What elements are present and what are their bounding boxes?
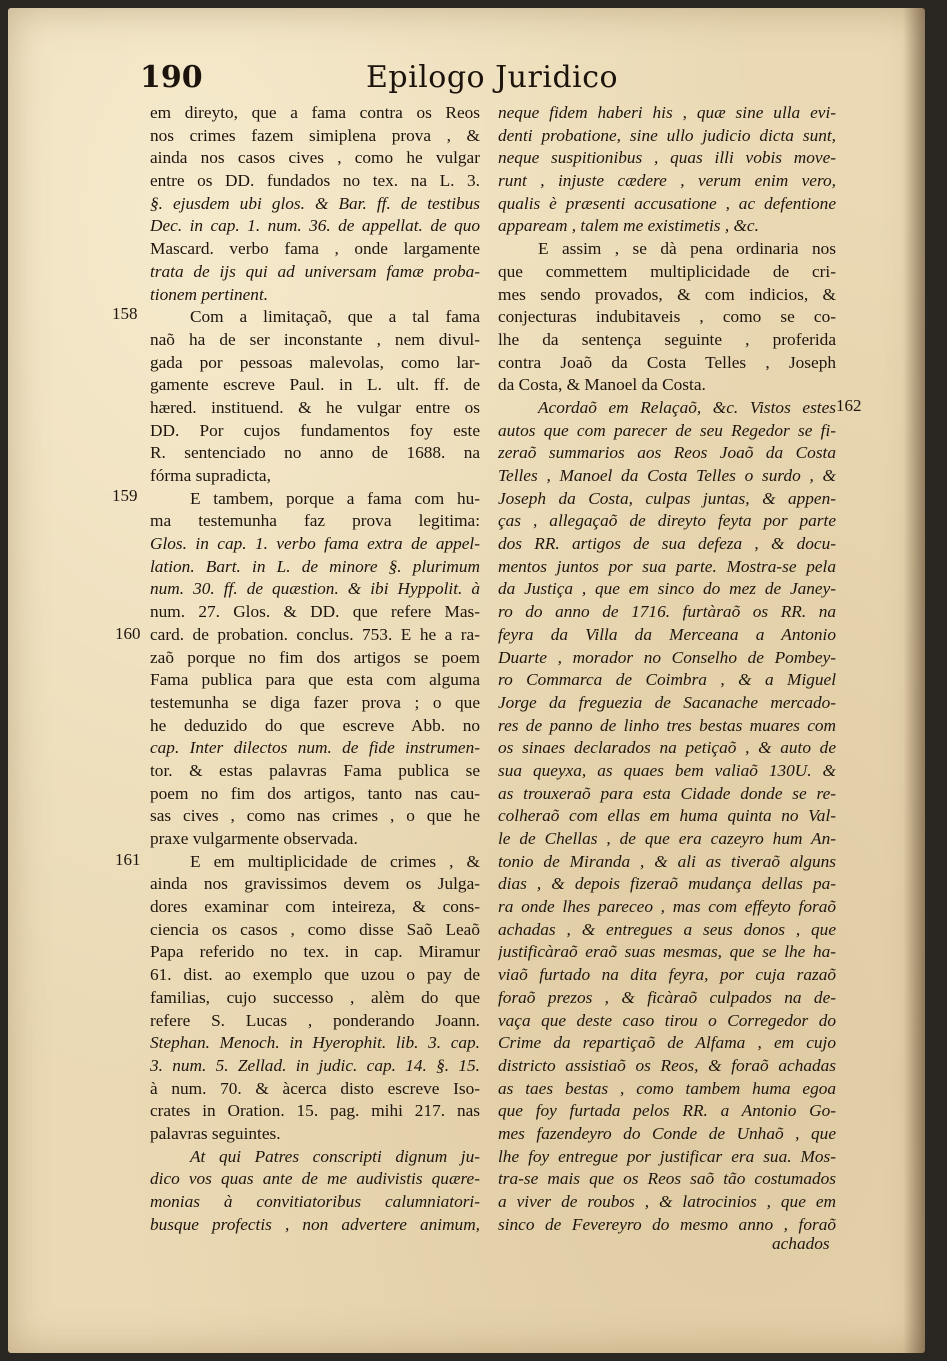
margin-number-162: 162	[836, 396, 862, 415]
right-column-line: a viver de roubos , & latrocinios , que em	[498, 1192, 836, 1211]
left-column-line: num. 27. Glos. & DD. que refere Mas-	[150, 602, 480, 622]
left-column-line: lation. Bart. in L. de minore §. plurimum	[150, 556, 480, 576]
right-column-line: Duarte , morador no Conselho de Pombey-	[498, 647, 836, 667]
left-column-line: E tambem, porque a fama com hu-	[190, 488, 480, 508]
left-column-line: §. ejusdem ubi glos. & Bar. ff. de testibus	[150, 193, 480, 213]
right-column-line: zeraõ summarios aos Reos Joaõ da Costa	[498, 443, 836, 463]
right-column-line: sinco de Fevereyro do mesmo anno , foraõ	[498, 1214, 836, 1234]
left-column-line: fórma supradicta,	[150, 466, 271, 485]
left-column-line: Mascard. verbo fama , onde largamente	[150, 239, 480, 259]
right-column-line: neque suspitionibus , quas illi vobis move-	[498, 148, 836, 168]
left-column-line: 3. num. 5. Zellad. in judic. cap. 14. §. 15.	[150, 1055, 480, 1075]
left-column-line: trata de ijs qui ad universam famæ proba-	[150, 261, 480, 281]
left-column-line: busque profectis , non advertere animum,	[150, 1214, 480, 1234]
right-column-line: le de Chellas , de que era cazeyro hum An-	[498, 829, 836, 848]
left-column-line: nos crimes fazem simiplena prova , &	[150, 125, 480, 145]
left-column-line: E em multiplicidade de crimes , &	[190, 851, 480, 871]
right-column-line: mentos juntos por sua parte. Mostra-se pela	[498, 556, 836, 576]
left-column-line: cap. Inter dilectos num. de fide instrumen-	[150, 738, 480, 758]
left-column-line: poem no fim dos artigos, tanto nas cau-	[150, 783, 480, 803]
right-column-line: qualis è præsenti accusatione , ac defentione	[498, 193, 836, 213]
right-column-line: ro Commarca de Coimbra , & a Miguel	[498, 670, 836, 690]
left-column-line: crates in Oration. 15. pag. mihi 217. nas	[150, 1101, 480, 1121]
right-column-line: mes fazendeyro do Conde de Unhaõ , que	[498, 1123, 836, 1143]
left-column-line: dores examinar com inteireza, & cons-	[150, 897, 480, 917]
right-column-line: colheraõ com ellas em huma quinta no Val-	[498, 806, 836, 826]
left-column-line: entre os DD. fundados no tex. na L. 3.	[150, 171, 480, 191]
margin-number-158: 158	[112, 304, 138, 323]
left-column-line: ciencia os casos , como disse Saõ Leaõ	[150, 919, 480, 939]
left-column-line: gamente escreve Paul. in L. ult. ff. de	[150, 375, 480, 395]
right-column-line: viaõ furtado na dita feyra, por cuja razaõ	[498, 965, 836, 985]
right-column-line: ra onde lhes pareceo , mas com effeyto foraõ	[498, 897, 836, 917]
left-column-line: Com a limitaçaõ, que a tal fama	[190, 307, 480, 327]
right-column-line: Jorge da freguezia de Sacanache mercado-	[498, 692, 836, 712]
left-column-line: monias à convitiatoribus calumniatori-	[150, 1192, 480, 1211]
right-column-line: sua queyxa, as quaes bem valiaõ 130U. &	[498, 760, 836, 780]
left-column-line: naõ ha de ser inconstante , nem divul-	[150, 329, 480, 349]
left-column-line: Dec. in cap. 1. num. 36. de appellat. de quo	[150, 216, 480, 236]
left-column-line: tor. & estas palavras Fama publica se	[150, 760, 480, 780]
left-column-line: ma testemunha faz prova legitima:	[150, 511, 480, 531]
right-column-line: autos que com parecer de seu Regedor se fi-	[498, 420, 836, 440]
left-column-line: Papa referido no tex. in cap. Miramur	[150, 942, 480, 962]
margin-number-159: 159	[112, 486, 138, 505]
right-column-line: da Justiça , que em sinco do mez de Janey-	[498, 579, 836, 599]
right-column-line: que commettem multiplicidade de cri-	[498, 261, 836, 281]
left-column-line: Fama publica para que esta com alguma	[150, 670, 480, 690]
right-column-line: conjecturas indubitaveis , como se co-	[498, 307, 836, 327]
left-column-line: à num. 70. & àcerca disto escreve Iso-	[150, 1078, 480, 1098]
left-column-line: DD. Por cujos fundamentos foy este	[150, 420, 480, 440]
binding-gutter	[903, 8, 925, 1353]
right-column-line: dos RR. artigos de sua defeza , & docu-	[498, 534, 836, 554]
right-column-line: runt , injuste cædere , verum enim vero,	[498, 171, 836, 191]
left-column-line: refere S. Lucas , ponderando Joann.	[150, 1010, 480, 1030]
left-column-line: card. de probation. conclus. 753. E he a ra-	[150, 624, 480, 644]
left-column-line: dico vos quas ante de me audivistis quære-	[150, 1169, 480, 1189]
right-column-line: ças , allegaçaõ de direyto feyta por parte	[498, 511, 836, 531]
right-column-line: ro do anno de 1716. furtàraõ os RR. na	[498, 602, 836, 622]
right-column-line: as taes bestas , como tambem huma egoa	[498, 1078, 836, 1098]
left-column-line: gada por pessoas malevolas, como lar-	[150, 352, 480, 372]
right-column-line: neque fidem haberi his , quæ sine ulla evi-	[498, 103, 836, 122]
left-column-line: praxe vulgarmente observada.	[150, 829, 358, 848]
right-column-line: Telles , Manoel da Costa Telles o surdo , &	[498, 466, 836, 485]
left-column-line: hæred. instituend. & he vulgar entre os	[150, 397, 480, 417]
right-column-line: justificàraõ eraõ suas mesmas, que se lhe ha-	[498, 942, 836, 962]
left-column-line: zaõ porque no fim dos artigos se poem	[150, 647, 480, 667]
left-column-line: he deduzido do que escreve Abb. no	[150, 715, 480, 735]
right-column-line: achadas , & entregues a seus donos , que	[498, 919, 836, 939]
right-column-line: contra Joaõ da Costa Telles , Joseph	[498, 352, 836, 372]
right-column-line: tonio de Miranda , & ali as tiveraõ alguns	[498, 851, 836, 871]
right-column-line: mes sendo provados, & com indicios, &	[498, 284, 836, 304]
left-text-column	[150, 102, 480, 1236]
right-column-line: res de panno de linho tres bestas muares com	[498, 715, 836, 735]
right-column-line: foraõ prezos , & ficàraõ culpados na de-	[498, 987, 836, 1007]
catchword: achados	[772, 1234, 830, 1253]
right-column-line: feyra da Villa da Merceana a Antonio	[498, 624, 836, 644]
left-column-line: testemunha se diga fazer prova ; o que	[150, 692, 480, 712]
left-column-line: ainda nos gravissimos devem os Julga-	[150, 874, 480, 894]
page-number: 190	[140, 60, 203, 95]
right-column-line: E assim , se dà pena ordinaria nos	[538, 239, 836, 259]
right-column-line: os sinaes declarados na petiçaõ , & auto de	[498, 738, 836, 758]
right-column-line: Crime da repartiçaõ de Alfama , em cujo	[498, 1033, 836, 1053]
left-column-line: em direyto, que a fama contra os Reos	[150, 103, 480, 122]
right-column-line: Acordaõ em Relaçaõ, &c. Vistos estes	[538, 397, 836, 417]
left-column-line: num. 30. ff. de quæstion. & ibi Hyppolit. à	[150, 579, 480, 599]
left-column-line: palavras seguintes.	[150, 1123, 281, 1143]
left-column-line: tionem pertinent.	[150, 284, 269, 304]
right-column-line: dias , & depois fizeraõ mudança dellas pa-	[498, 874, 836, 894]
right-column-line: lhe da sentença seguinte , proferida	[498, 329, 836, 349]
left-column-line: Stephan. Menoch. in Hyerophit. lib. 3. cap.	[150, 1033, 480, 1053]
right-column-line: tra-se mais que os Reos saõ tão costumados	[498, 1169, 836, 1189]
left-column-line: Glos. in cap. 1. verbo fama extra de appel-	[150, 534, 480, 554]
right-column-line: appaream , talem me existimetis , &c.	[498, 216, 759, 236]
left-column-line: ainda nos casos cives , como he vulgar	[150, 148, 480, 168]
left-column-line: 61. dist. ao exemplo que uzou o pay de	[150, 965, 480, 985]
right-column-line: que foy furtada pelos RR. a Antonio Go-	[498, 1101, 836, 1121]
right-column-line: lhe foy entregue por justificar era sua. Mos-	[498, 1146, 836, 1166]
book-page	[8, 8, 925, 1353]
margin-number-160: 160	[115, 624, 141, 643]
right-text-column	[498, 102, 836, 1236]
margin-number-161: 161	[115, 850, 141, 869]
right-column-line: Joseph da Costa, culpas juntas, & appen-	[498, 488, 836, 508]
right-column-line: as trouxeraõ para esta Cidade donde se re-	[498, 783, 836, 803]
running-head: Epilogo Juridico	[366, 60, 619, 95]
right-column-line: da Costa, & Manoel da Costa.	[498, 375, 706, 395]
right-column-line: denti probatione, sine ullo judicio dicta sunt,	[498, 125, 836, 145]
left-column-line: R. sentenciado no anno de 1688. na	[150, 443, 480, 463]
left-column-line: sas cives , como nas crimes , o que he	[150, 806, 480, 826]
left-column-line: familias, cujo successo , alèm do que	[150, 987, 480, 1007]
right-column-line: districto assistiaõ os Reos, & foraõ achadas	[498, 1055, 836, 1075]
left-column-line: At qui Patres conscripti dignum ju-	[190, 1146, 480, 1166]
right-column-line: vaça que deste caso tirou o Corregedor do	[498, 1010, 836, 1030]
